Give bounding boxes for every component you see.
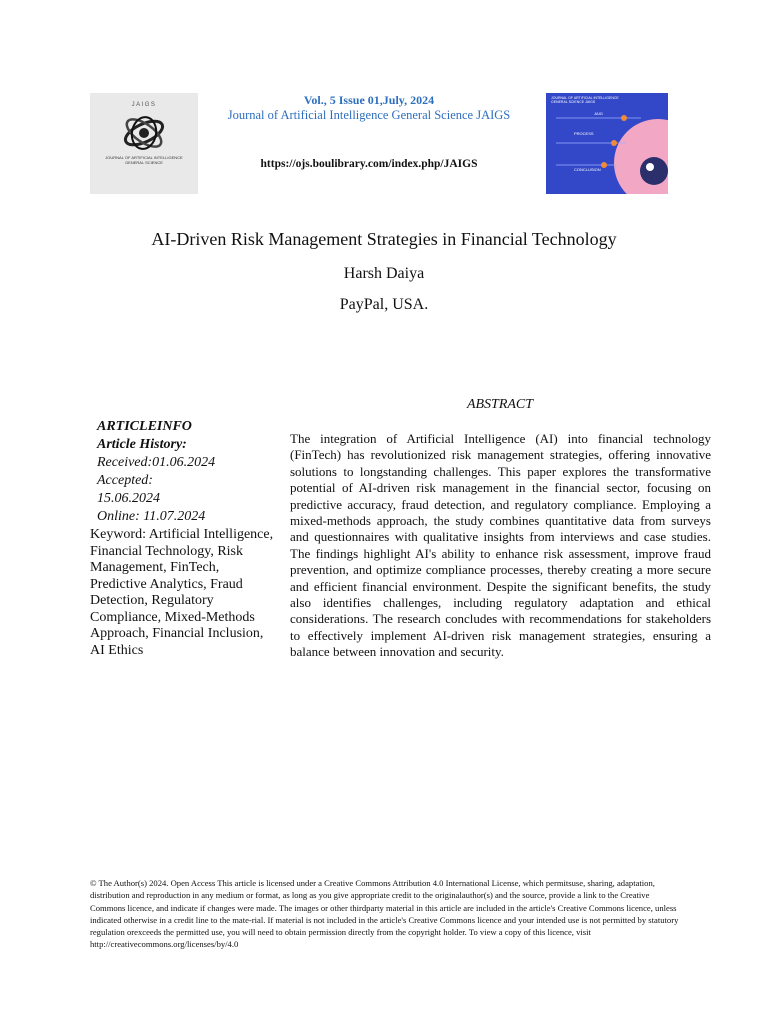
cover-label: CONCLUSION <box>574 167 601 172</box>
cover-artwork-icon <box>546 93 668 194</box>
abstract-heading: ABSTRACT <box>466 397 534 412</box>
accepted-label: Accepted: <box>97 473 153 488</box>
journal-url[interactable]: https://ojs.boulibrary.com/index.php/JAIGS <box>260 158 478 170</box>
journal-logo-left <box>90 93 198 194</box>
logo-swirl-icon <box>117 111 171 155</box>
license-notice: © The Author(s) 2024. Open Access This article is licensed under a Creative Commons Attribution 4.0 International License, which permitsuse, sharing, adaptation, distribution and reproduction in any medium or format, as long as you give appropriate credit to the originalauthor(s) and the source, provide a link to the Creative Commons licence, and indicate if changes were made. The images or other thirdparty material in this article are included in the article's Creative Commons licence, unless indicated otherwise in a credit line to the mate-rial. If material is not included in the article's Creative Commons licence and your intended use is not permitted by statutory regulation orexceeds the permitted use, you will need to obtain permission directly from the copyright holder. To view a copy of this licence, visit http://creativecommons.org/licenses/by/4.0 <box>90 878 679 950</box>
article-info-heading: ARTICLEINFO <box>97 419 192 434</box>
online-date: Online: 11.07.2024 <box>97 509 206 524</box>
logo-journal-name: JOURNAL OF ARTIFICIAL INTELLIGENCE GENERAL SCIENCE <box>105 155 183 165</box>
paper-title: AI-Driven Risk Management Strategies in Financial Technology <box>151 229 617 249</box>
abstract-text: The integration of Artificial Intelligence (AI) into financial technology (FinTech) has revolutionized risk management strategies, offering innovative solutions to longstanding challenges. This paper explores the transformative potential of AI-driven risk management in the financial sector, focusing on predictive accuracy, fraud detection, and regulatory compliance. Employing a mixed-methods approach, the study combines quantitative data from surveys and questionnaires with qualitative insights from interviews and case studies. The findings highlight AI's ability to enhance risk assessment, improve fraud prevention, and optimize compliance processes, thereby creating a more secure and efficient financial environment. Despite the significant benefits, the study also identifies challenges, including regulatory adaptation and ethical considerations. The research concludes with recommendations for stakeholders to effectively implement AI-driven risk management strategies, ensuring a balance between innovation and security. <box>290 431 711 660</box>
received-date: Received:01.06.2024 <box>97 455 216 470</box>
cover-label: PROCESS <box>574 131 594 136</box>
article-history-label: Article History: <box>97 437 187 452</box>
journal-cover-image <box>546 93 668 194</box>
cover-label: JAIG <box>594 111 603 116</box>
accepted-date: 15.06.2024 <box>97 491 160 506</box>
author-affiliation: PayPal, USA. <box>339 296 429 313</box>
author-name: Harsh Daiya <box>343 265 425 282</box>
logo-acronym: JAIGS <box>131 102 157 108</box>
article-info <box>90 418 275 659</box>
keywords: Keyword: Artificial Intelligence, Financial Technology, Risk Management, FinTech, Predictive Analytics, Fraud Detection, Regulatory Compliance, Mixed-Methods Approach, Financial Inclusion, AI Ethics <box>90 527 274 658</box>
volume-issue: Vol., 5 Issue 01,July, 2024 <box>303 93 435 107</box>
cover-line: JOURNAL OF ARTIFICIAL INTELLIGENCE <box>551 96 619 100</box>
cover-line: GENERAL SCIENCE JAIGS <box>551 100 596 104</box>
journal-name: Journal of Artificial Intelligence General Science JAIGS <box>227 108 511 122</box>
